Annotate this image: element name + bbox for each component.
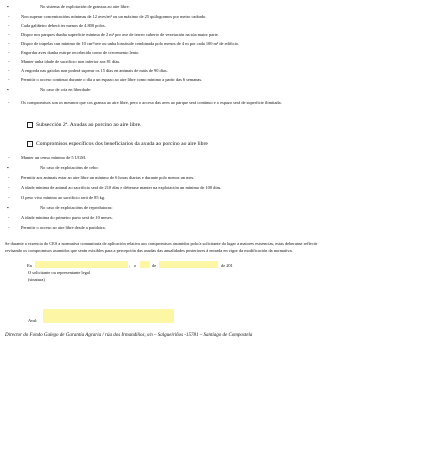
fattening-header: No caso de explotacións de cebo: (40, 165, 99, 170)
bullet: ▪ (7, 4, 9, 9)
signature-note: (sinatura) (28, 277, 45, 282)
poultry-header: No sistema de explotación de granxas ao aire libre: (40, 4, 130, 9)
footer-address: Director do Fondo Galego de Garantía Agraria / rúa dos Irmandiños, s/n – Salgueiriños -15781 – Santiago de Compostela (5, 333, 253, 338)
place-field[interactable] (35, 261, 131, 268)
list-item: Os compromisos son os mesmos que cos granxa ao aire libre, pero o acceso das aves ao parque será continuo e o espazo será de superficie ilimitada. (21, 100, 282, 105)
dash-bullet: - (8, 14, 10, 19)
list-item: Permitir aos animais estar ao aire libre un mínimo de 6 horas diarias e durante polo menos un mes. (21, 175, 195, 180)
commitments-title: Compromisos específicos dos beneficiarios da axuda ao porcino ao aire libre (36, 141, 208, 147)
dash-bullet: - (8, 77, 10, 82)
list-item: Cada galiñeiro deberá ter menos de 4.800 polos. (21, 23, 106, 28)
signer-label: O solicitante ou representante legal (28, 270, 90, 275)
dash-bullet: - (8, 32, 10, 37)
free-range-header: No caso de cría en liberdade: (40, 87, 92, 92)
list-item: Dispor nos parques dunha superficie mínima de 2 m² por ave de terreo cuberto de vexetación na súa maior parte. (21, 32, 219, 37)
aval-field[interactable] (43, 309, 174, 323)
month-field[interactable] (159, 261, 218, 268)
dash-bullet: - (8, 41, 10, 46)
list-item: A engorda nas gaiolas non poderá superar os 15 días en animais de máis de 90 días. (21, 68, 168, 73)
dash-bullet: - (8, 100, 10, 105)
list-item: A idade mínima de animal ao sacrificio será de 210 días e deberase manter na explotación un mínimo de 100 días. (21, 185, 222, 190)
bullet: ▪ (7, 87, 9, 92)
dash-bullet: - (8, 215, 10, 220)
list-item: Manter unha idade de sacrificio non inferior aos 81 días. (21, 59, 121, 64)
closing-line-1: Se durante a vixencia do CES a normativa comunitaria de aplicación relativa aos compromisos asumidos polo/a solicitante da lugar a maiores esixencias, estas deberanse reflectir (5, 241, 318, 246)
commitments-checkbox[interactable] (27, 141, 33, 147)
list-item: O peso vivo mínimo ao sacrificio será de 85 kg. (21, 195, 106, 200)
list-item: Permitir o acceso continuo durante o día a un espazo ao aire libre como mínimo a partir das 6 semanas. (21, 77, 203, 82)
dash-bullet: - (8, 50, 10, 55)
dash-bullet: - (8, 68, 10, 73)
subsection-2-title: Subsección 2ª. Axudas ao porcino ao aire libre. (36, 122, 142, 128)
dash-bullet: - (8, 195, 10, 200)
year-label: de 201 (221, 263, 233, 268)
comma-label: , (129, 263, 131, 268)
dash-bullet: - (8, 59, 10, 64)
dash-bullet: - (8, 23, 10, 28)
list-item: Permitir o acceso ao aire libre desde a paridoira. (21, 225, 106, 230)
breeders-header: No caso de explotacións de reprodutoras: (40, 205, 113, 210)
dash-bullet: - (8, 155, 10, 160)
list-item: Dispor de trapelas cun mínimo de 10 cm²/ave ou unha lonxitude combinada polo menos de 4 m por cada 100 m² de edificio. (21, 41, 240, 46)
list-item: Non superar concentracións mínimas de 12 aves/m² ou un máximo de 25 quilogramos por metro cadrado. (21, 14, 207, 19)
day-label: o (134, 263, 137, 268)
aval-label: Aval: (28, 318, 38, 323)
month-label: de (152, 263, 157, 268)
dash-bullet: - (8, 175, 10, 180)
list-item: A idade mínima do primeiro parto será de 10 meses. (21, 215, 113, 220)
bullet: ▪ (7, 205, 9, 210)
subsection-checkbox[interactable] (27, 122, 33, 128)
place-label: En (27, 263, 32, 268)
list-item: Manter un censo mínimo de 5 UGM. (21, 155, 86, 160)
day-field[interactable] (140, 261, 150, 268)
bullet: ▪ (7, 165, 9, 170)
list-item: Engordar aves dunha estirpe recoñecida como de crecemento lento. (21, 50, 140, 55)
dash-bullet: - (8, 185, 10, 190)
closing-line-2: revisando os compromisos asumidos que serán esixibles para a percepción das axudas das anualidades posteriores á entrada en vigor da modificación da normativa. (5, 248, 293, 253)
dash-bullet: - (8, 225, 10, 230)
